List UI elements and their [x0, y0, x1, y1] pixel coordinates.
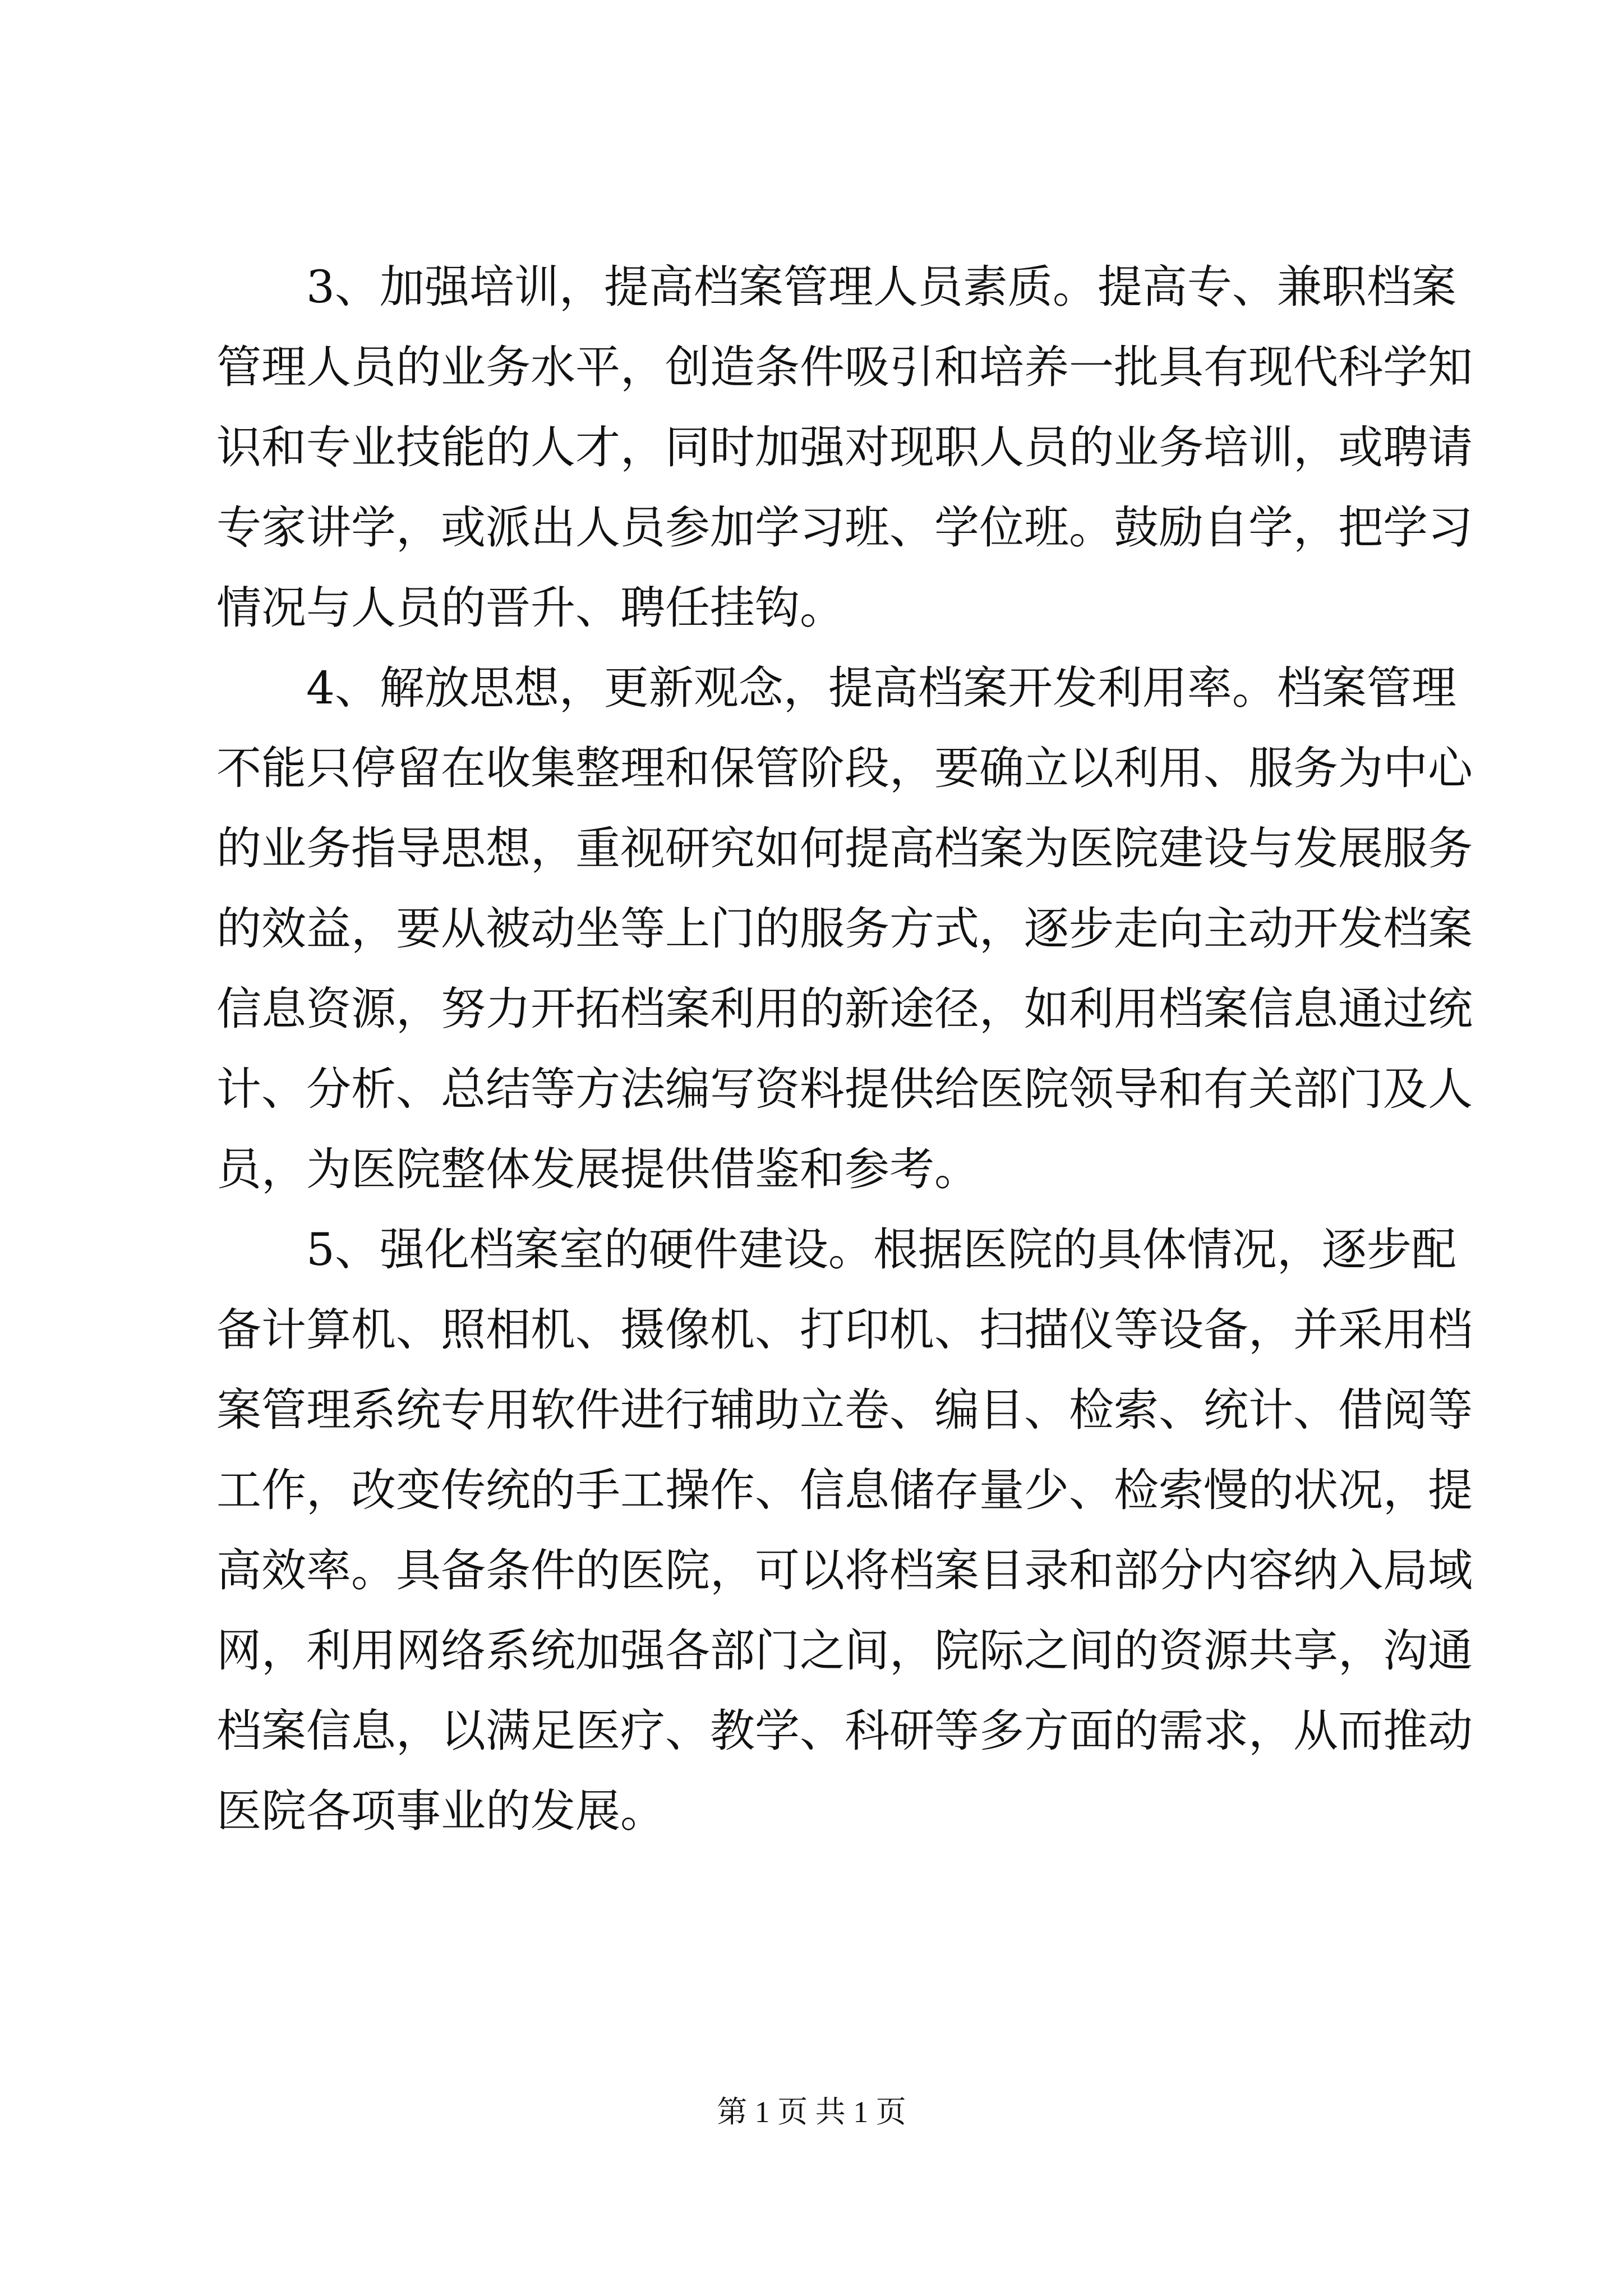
paragraph-line: 备计算机、照相机、摄像机、打印机、扫描仪等设备，并采用档 — [216, 1304, 1473, 1356]
paragraph-line: 工作，改变传统的手工操作、信息储存量少、检索慢的状况，提 — [216, 1464, 1473, 1516]
paragraph-line: 4、解放思想，更新观念，提高档案开发利用率。档案管理 — [306, 662, 1456, 714]
paragraph-line: 档案信息，以满足医疗、教学、科研等多方面的需求，从而推动 — [216, 1705, 1473, 1757]
document-body — [216, 247, 1473, 1851]
paragraph-line: 识和专业技能的人才，同时加强对现职人员的业务培训，或聘请 — [216, 421, 1473, 473]
paragraph-4 — [216, 648, 1473, 1209]
paragraph-line: 管理人员的业务水平，创造条件吸引和培养一批具有现代科学知 — [216, 341, 1473, 393]
paragraph-line: 员，为医院整体发展提供借鉴和参考。 — [216, 1143, 979, 1195]
page-number-label: 第 1 页 共 1 页 — [717, 2095, 906, 2129]
paragraph-line: 案管理系统专用软件进行辅助立卷、编目、检索、统计、借阅等 — [216, 1384, 1473, 1436]
paragraph-5 — [216, 1209, 1473, 1851]
paragraph-line: 的业务指导思想，重视研究如何提高档案为医院建设与发展服务 — [216, 822, 1473, 875]
paragraph-line: 专家讲学，或派出人员参加学习班、学位班。鼓励自学，把学习 — [216, 501, 1473, 554]
paragraph-line: 计、分析、总结等方法编写资料提供给医院领导和有关部门及人 — [216, 1063, 1473, 1115]
page-footer — [0, 2092, 1623, 2132]
paragraph-line: 信息资源，努力开拓档案利用的新途径，如利用档案信息通过统 — [216, 983, 1473, 1035]
paragraph-3 — [216, 247, 1473, 648]
paragraph-line: 医院各项事业的发展。 — [216, 1785, 665, 1837]
paragraph-line: 的效益，要从被动坐等上门的服务方式，逐步走向主动开发档案 — [216, 903, 1473, 955]
paragraph-line: 5、强化档案室的硬件建设。根据医院的具体情况，逐步配 — [306, 1223, 1456, 1276]
paragraph-line: 高效率。具备条件的医院，可以将档案目录和部分内容纳入局域 — [216, 1544, 1473, 1596]
paragraph-line: 不能只停留在收集整理和保管阶段，要确立以利用、服务为中心 — [216, 742, 1473, 794]
paragraph-line: 网，利用网络系统加强各部门之间，院际之间的资源共享，沟通 — [216, 1625, 1473, 1677]
paragraph-line: 3、加强培训，提高档案管理人员素质。提高专、兼职档案 — [306, 261, 1456, 313]
paragraph-line: 情况与人员的晋升、聘任挂钩。 — [216, 582, 845, 634]
